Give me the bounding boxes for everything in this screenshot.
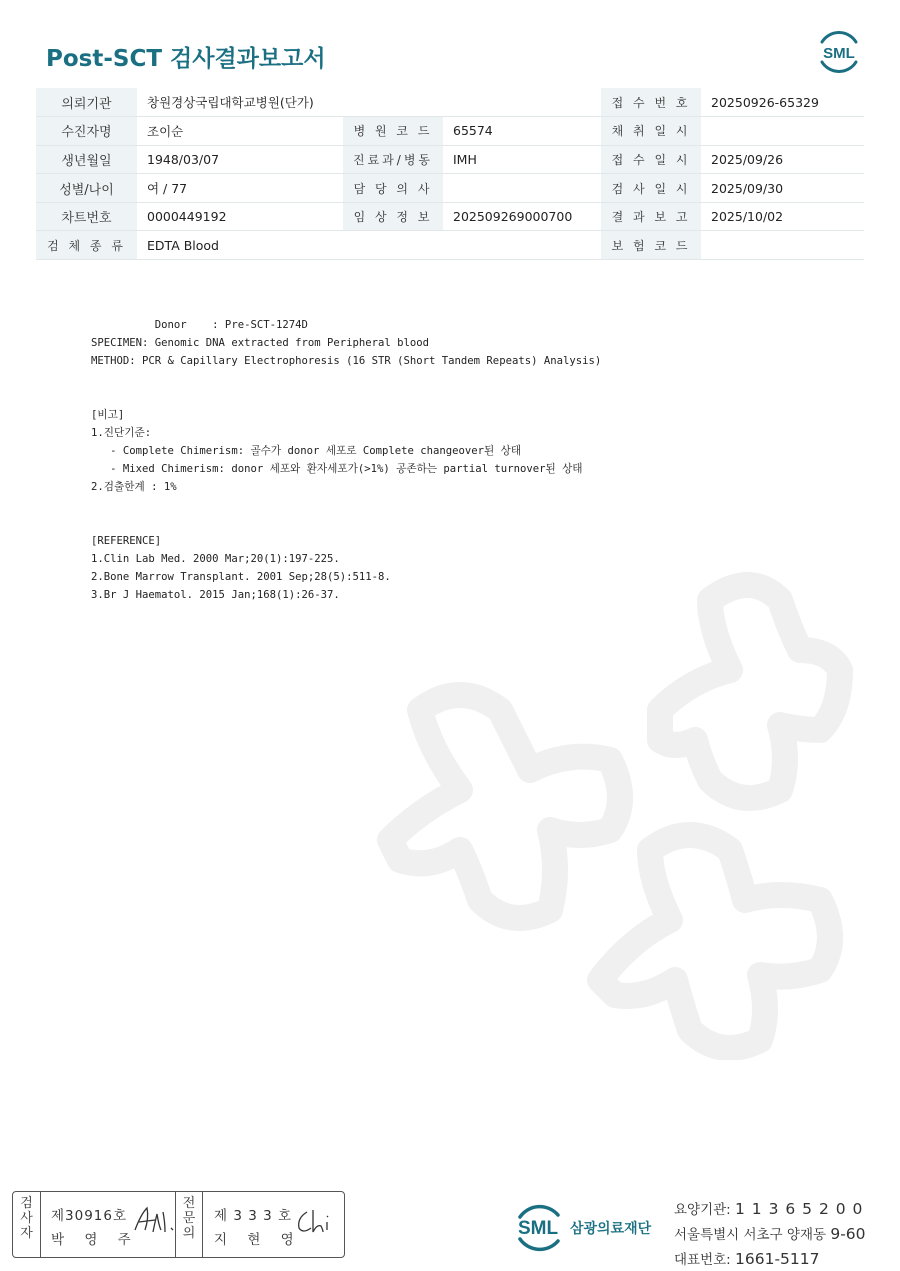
phone-number: 1661-5117 <box>735 1250 820 1268</box>
info-value: 2025/10/02 <box>701 202 864 231</box>
examiner-name: 박 영 주 <box>51 1232 139 1248</box>
info-value: 1948/03/07 <box>137 145 343 174</box>
report-line: METHOD: PCR & Capillary Electrophoresis (16 STR (Short Tandem Repeats) Analysis) <box>91 355 602 367</box>
report-line: Donor : Pre-SCT-1274D <box>91 319 308 331</box>
report-line: - Complete Chimerism: 골수가 donor 세포로 Complete changeover된 상태 <box>91 445 522 457</box>
signature-box <box>12 1191 345 1258</box>
info-value: 65574 <box>443 117 601 146</box>
info-value: 202509269000700 <box>443 202 601 231</box>
report-line: [REFERENCE] <box>91 535 162 547</box>
report-line: 2.검출한계 : 1% <box>91 481 177 493</box>
care-code: 1 1 3 6 5 2 0 0 <box>735 1200 864 1218</box>
info-row <box>36 145 864 174</box>
sig-label-char: 검 <box>20 1196 33 1211</box>
info-row <box>36 174 864 203</box>
info-label: 의뢰기관 <box>36 88 137 117</box>
report-line: SPECIMEN: Genomic DNA extracted from Peripheral blood <box>91 337 430 349</box>
sig-label-char: 자 <box>20 1226 33 1241</box>
report-line: [비고] <box>91 409 125 421</box>
info-label: 병 원 코 드 <box>343 117 443 146</box>
info-value <box>443 174 601 203</box>
info-label: 채 취 일 시 <box>601 117 701 146</box>
org-info <box>674 1197 866 1271</box>
report-line: 3.Br J Haematol. 2015 Jan;168(1):26-37. <box>91 589 340 601</box>
org-name: 삼광의료재단 <box>570 1221 652 1237</box>
info-value <box>701 117 864 146</box>
info-value: EDTA Blood <box>137 231 601 260</box>
svg-text:SML: SML <box>517 1218 559 1239</box>
patient-info-table <box>36 88 864 260</box>
info-value: 0000449192 <box>137 202 343 231</box>
specialist-license: 제 3 3 3 호 <box>214 1208 293 1224</box>
care-code-label: 요양기관: <box>674 1202 731 1218</box>
info-value: 2025/09/30 <box>701 174 864 203</box>
examiner-signature-icon <box>131 1204 177 1238</box>
info-value: 여 / 77 <box>137 174 343 203</box>
report-blank-line <box>91 496 601 514</box>
info-row <box>36 88 864 117</box>
report-line: 1.Clin Lab Med. 2000 Mar;20(1):197-225. <box>91 553 340 565</box>
info-value: 창원경상국립대학교병원(단가) <box>137 88 601 117</box>
info-label: 수진자명 <box>36 117 137 146</box>
report-line: 2.Bone Marrow Transplant. 2001 Sep;28(5):511-8. <box>91 571 391 583</box>
address: 서울특별시 서초구 양재동 <box>674 1227 827 1243</box>
examiner-license: 제30916호 <box>51 1208 128 1224</box>
report-line: - Mixed Chimerism: donor 세포와 환자세포가(>1%) 공존하는 partial turnover된 상태 <box>91 463 583 475</box>
info-row <box>36 231 864 260</box>
info-label: 검 체 종 류 <box>36 231 137 260</box>
report-line: 1.진단기준: <box>91 427 152 439</box>
info-label: 생년월일 <box>36 145 137 174</box>
info-row <box>36 202 864 231</box>
examiner-label <box>13 1192 41 1257</box>
info-row <box>36 117 864 146</box>
phone-label: 대표번호: <box>674 1252 731 1268</box>
report-blank-line <box>91 370 601 388</box>
info-label: 담 당 의 사 <box>343 174 443 203</box>
sig-label-char: 문 <box>182 1211 196 1226</box>
info-label: 결 과 보 고 <box>601 202 701 231</box>
info-label: 성별/나이 <box>36 174 137 203</box>
specialist-signature-icon <box>293 1206 337 1238</box>
info-value: 20250926-65329 <box>701 88 864 117</box>
specialist-label <box>175 1192 203 1257</box>
specialist-name: 지 현 영 <box>214 1232 302 1248</box>
sml-footer-logo-icon <box>508 1199 568 1255</box>
address-number: 9-60 <box>830 1225 866 1243</box>
info-label: 차트번호 <box>36 202 137 231</box>
info-label: 접 수 일 시 <box>601 145 701 174</box>
info-label: 접 수 번 호 <box>601 88 701 117</box>
sig-label-char: 사 <box>20 1211 33 1226</box>
info-label: 진료과/병동 <box>343 145 443 174</box>
sig-label-char: 전 <box>182 1196 196 1211</box>
info-label: 보 험 코 드 <box>601 231 701 260</box>
sml-logo-icon <box>814 28 864 76</box>
sig-label-char: 의 <box>182 1226 196 1241</box>
report-blank-line <box>91 388 601 406</box>
info-value <box>701 231 864 260</box>
cross-watermark-icon <box>360 560 860 1060</box>
info-value: 조이순 <box>137 117 343 146</box>
report-blank-line <box>91 514 601 532</box>
info-value: IMH <box>443 145 601 174</box>
svg-text:SML: SML <box>823 45 855 62</box>
info-label: 임 상 정 보 <box>343 202 443 231</box>
info-label: 검 사 일 시 <box>601 174 701 203</box>
info-value: 2025/09/26 <box>701 145 864 174</box>
page-title: Post-SCT 검사결과보고서 <box>46 46 326 72</box>
